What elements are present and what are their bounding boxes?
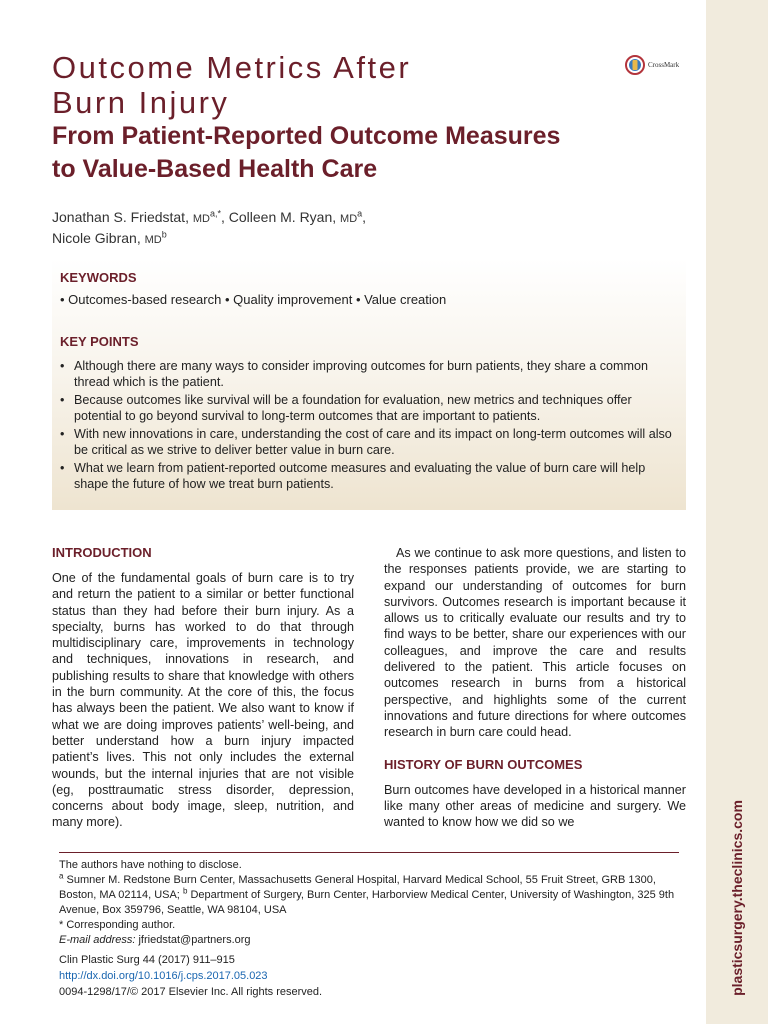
footnotes (59, 858, 689, 948)
key-point-item: • What we learn from patient-reported outcome measures and evaluating the value of burn care will help shape the future of how we treat burn patients. (60, 460, 680, 492)
journal-website-label[interactable]: plasticsurgery.theclinics.com (729, 800, 745, 996)
author-degree: MD (144, 234, 162, 246)
disclosure-note: The authors have nothing to disclose. (59, 859, 242, 871)
body-column-right (384, 545, 686, 830)
body-column-left (52, 545, 354, 831)
author-name: Colleen M. Ryan, (228, 209, 337, 225)
author-affiliation-mark: a,* (209, 208, 221, 219)
introduction-paragraph-1: One of the fundamental goals of burn care is to try and return the patient to a similar or better functional status than they had before their burn injury. As a specialty, burns has worked to do that through multidisciplinary care, improvements in technology and techniques, innovations in research, and publishing results to share that knowledge with others in the burn community. At the core of this, the focus has always been the patient. We also want to know if what we are doing improves patients’ well-being, and better understand how a burn injury impacted patient’s lives. This not only includes the external wounds, but the internal injuries that are not visible (eg, posttraumatic stress disorder, depression, concerns about body image, sleep, nutrition, and many more). (52, 571, 354, 830)
article-title-line2: Burn Injury (52, 85, 230, 120)
key-point-item: • With new innovations in care, understanding the cost of care and its impact on long-term outcomes will also be critical as we strive to deliver better value in burn care. (60, 426, 680, 458)
crossmark-icon (625, 55, 645, 75)
email-address[interactable]: jfriedstat@partners.org (138, 934, 251, 946)
crossmark-label: CrossMark (648, 61, 680, 69)
key-point-item: • Although there are many ways to consider improving outcomes for burn patients, they share a common thread which is the patient. (60, 358, 680, 390)
introduction-paragraph-2: As we continue to ask more questions, and listen to the responses patients provide, we are starting to expand our understanding of outcomes for burn survivors. Outcomes research is important because it allows us to critically evaluate our results and try to find ways to be better, share our experiences with our colleagues, and improve the care and results delivered to the patient. This article focuses on outcomes research in burns from a historical perspective, and highlights some of the current innovations and future directions for where outcomes research in burn care could head. (384, 546, 686, 740)
history-heading: HISTORY OF BURN OUTCOMES (384, 756, 583, 772)
affiliation-a: Sumner M. Redstone Burn Center, Massachusetts General Hospital, Harvard Medical School, 55 Fruit Street, GRB 1300, Boston, MA 02114, USA; (59, 874, 656, 901)
footnote-divider (59, 852, 679, 853)
author-degree: MD (192, 213, 210, 225)
affiliation-b: Department of Surgery, Burn Center, Harborview Medical Center, University of Washington, 325 9th Avenue, Box 359796, Seattle, WA 98104, USA (59, 889, 675, 916)
article-subtitle-line1: From Patient-Reported Outcome Measures (52, 122, 561, 150)
author-name: Nicole Gibran, (52, 230, 141, 246)
affiliation-mark: a (59, 871, 64, 881)
article-title-line1: Outcome Metrics After (52, 50, 412, 85)
author-list: Jonathan S. Friedstat, $MD^{a,*}$, Colleen M. Ryan, $MD^a$, Nicole Gibran, $MD^b$ (52, 208, 367, 246)
journal-citation: Clin Plastic Surg 44 (2017) 911–915 (59, 954, 235, 966)
article-title (52, 50, 411, 120)
key-points-heading: KEY POINTS (60, 334, 139, 349)
doi-link[interactable]: http://dx.doi.org/10.1016/j.cps.2017.05.023 (59, 970, 268, 982)
crossmark-badge[interactable] (625, 55, 679, 75)
corresponding-author-note: * Corresponding author. (59, 919, 176, 931)
email-line (59, 933, 689, 948)
copyright-line: 0094-1298/17/© 2017 Elsevier Inc. All rights reserved. (59, 986, 323, 998)
author-affiliation-mark: a (357, 208, 363, 219)
key-point-item: • Because outcomes like survival will be a foundation for evaluation, new metrics and techniques offer potential to go beyond survival to long-term outcomes that are important to patients. (60, 392, 680, 424)
keywords-heading: KEYWORDS (60, 270, 137, 285)
author-degree: MD (340, 213, 358, 225)
history-paragraph-1: Burn outcomes have developed in a historical manner like many other areas of medicine and surgery. We wanted to know how we did so we (384, 782, 686, 830)
article-subtitle-line2: to Value-Based Health Care (52, 155, 378, 183)
author-affiliation-mark: b (161, 229, 167, 240)
key-points-list (60, 358, 680, 494)
introduction-heading: INTRODUCTION (52, 545, 152, 560)
email-label: E-mail address: (59, 934, 136, 946)
affiliation-mark: b (182, 886, 188, 896)
citation-block (59, 952, 322, 1000)
affiliations (59, 873, 689, 918)
article-subtitle (52, 120, 560, 186)
keywords-keypoints-box (52, 258, 686, 510)
keywords-text: • Outcomes-based research • Quality improvement • Value creation (60, 292, 447, 307)
author-name: Jonathan S. Friedstat, (52, 209, 189, 225)
